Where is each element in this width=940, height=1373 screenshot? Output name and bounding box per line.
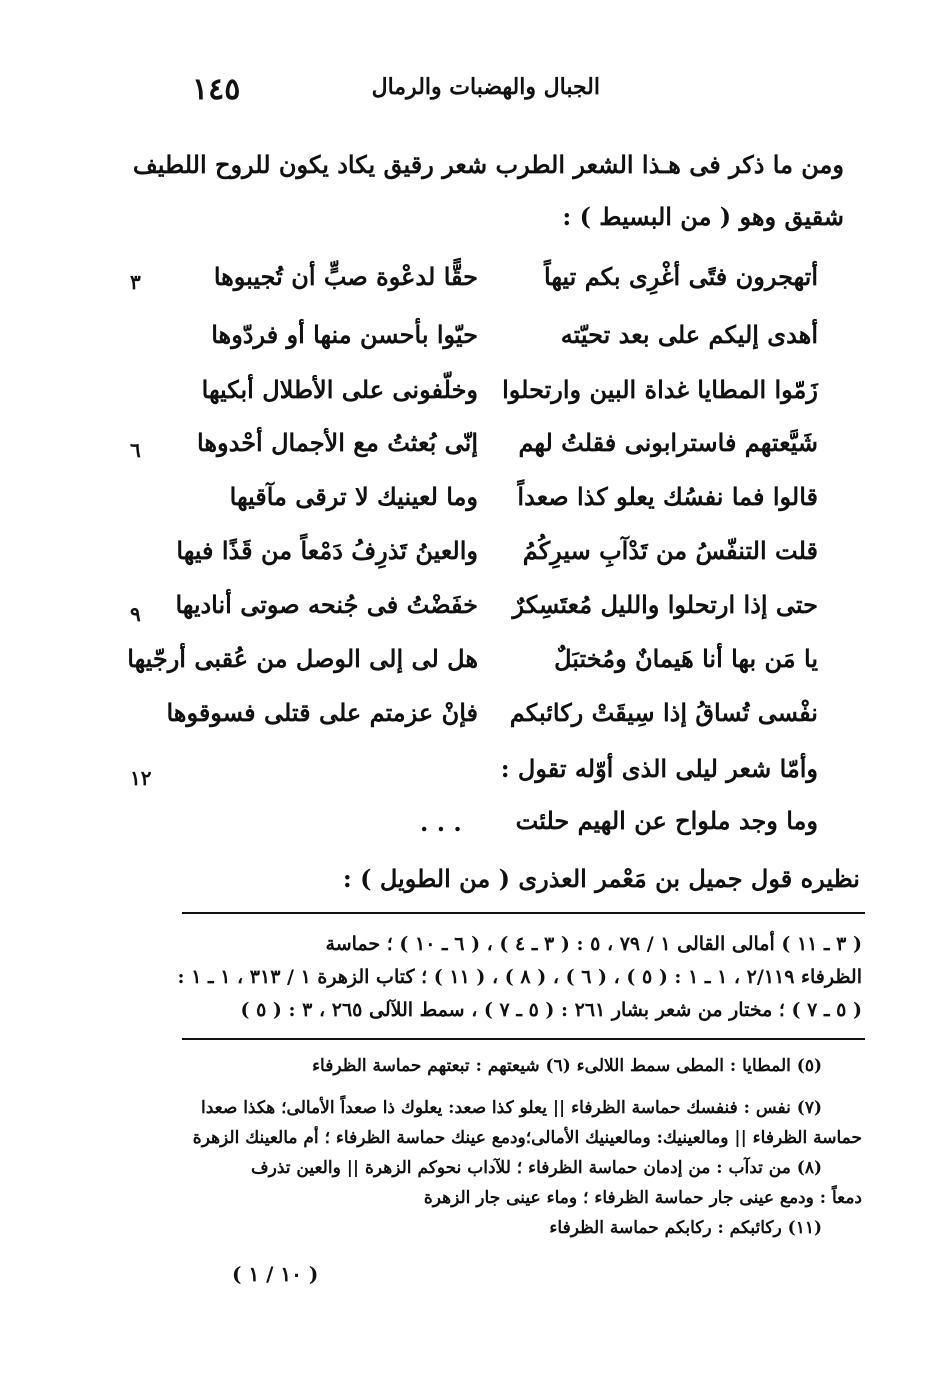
footnote: (٥) المطايا : المطى سمط اللالىء (٦) شيعتهم : تبعتهم حماسة الظرفاء [312, 1056, 822, 1076]
footnote: (٨) من تدآب : من إدمان حماسة الظرفاء ؛ للآداب نحوكم الزهرة || والعين تذرف [251, 1158, 822, 1178]
verse-second-hemistich: خفَضْتُ فى جُنحه صوتى أناديها [175, 590, 478, 619]
source-line: الظرفاء ٢/١١٩ ، ١ ـ ١ : ( ٥ ) ، ( ٦ ) ، ( ٨ ) ، ( ١١ ) ؛ كتاب الزهرة ١ / ٣١٣ ، ١ ـ ١ : [177, 966, 862, 988]
footnote: دمعاً : ودمع عينى جار حماسة الظرفاء ؛ وماء عينى جار الزهرة [423, 1188, 862, 1208]
intro-line-1: ومن ما ذكر فى هـذا الشعر الطرب شعر رقيق يكاد يكون للروح اللطيف [132, 150, 844, 179]
verse-first-hemistich: نفْسى تُساقُ إذا سِيقَتْ ركائبكم [509, 698, 818, 727]
jamil-verse-intro: نظيره قول جميل بن مَعْمر العذرى ( من الطويل ) : [342, 864, 860, 893]
footnote: (١١) ركائبكم : ركابكم حماسة الظرفاء [549, 1218, 822, 1238]
intro-line-2: شقيق وهو ( من البسيط ) : [562, 202, 844, 231]
verse-first-hemistich: قالوا فما نفسُك يعلو كذا صعداً [517, 482, 818, 511]
source-line: ( ٥ ـ ٧ ) ؛ مختار من شعر بشار ٢٦١ : ( ٥ ـ ٧ ) ، سمط اللآلى ٢٦٥ ، ٣ : ( ٥ ) [240, 999, 862, 1021]
verse-second-hemistich: وما لعينيك لا ترقى مآقيها [229, 482, 478, 511]
line-number: ٩ [130, 602, 141, 626]
verse-first-hemistich: يا مَن بها أنا هَيمانٌ ومُختبَلٌ [554, 644, 818, 673]
verse-second-hemistich: حيّوا بأحسن منها أو فردّوها [211, 320, 478, 349]
verse-first-hemistich: شَيَّعتهم فاسترابونى فقلتُ لهم [518, 428, 818, 457]
ellipsis: . . . [420, 808, 462, 837]
signature-mark: ( ١٠ / ١ ) [232, 1262, 319, 1286]
laila-verse-intro: وأمّا شعر ليلى الذى أوّله تقول : [500, 754, 818, 783]
verse-second-hemistich: فإنْ عزمتم على قتلى فسوقوها [166, 698, 478, 727]
verse-second-hemistich: إنّى بُعثتُ مع الأجمال أحْدوها [197, 428, 478, 457]
laila-verse-opening: وما وجد ملواح عن الهيم حلئت [515, 806, 818, 835]
verse-second-hemistich: والعينُ تَذرِفُ دَمْعاً من قَذًا فيها [176, 536, 478, 565]
footnote: حماسة الظرفاء || ومالعينيك: ومالعينيك الأمالى؛ودمع عينك حماسة الظرفاء ؛ أم مالعينك الزهرة [192, 1128, 862, 1148]
line-number: ٦ [130, 438, 141, 462]
source-line: ( ٣ ـ ١١ ) أمالى القالى ١ / ٧٩ ، ٥ : ( ٣ ـ ٤ ) ، ( ٦ ـ ١٠ ) ؛ حماسة [325, 933, 862, 955]
verse-first-hemistich: حتى إذا ارتحلوا والليل مُعتَسِكرٌ [512, 590, 818, 619]
verse-first-hemistich: زَمّوا المطايا غداة البين وارتحلوا [502, 375, 818, 404]
line-number: ٣ [130, 270, 141, 294]
verse-first-hemistich: أتهجرون فتًى أغْرِى بكم تيهاً [544, 262, 818, 291]
running-header-title: الجبال والهضبات والرمال [371, 74, 600, 100]
line-number: ١٢ [130, 766, 152, 790]
divider [182, 912, 865, 914]
verse-second-hemistich: هل لى إلى الوصل من عُقبى أرجّيها [127, 644, 478, 673]
footnote: (٧) نفس : فنفسك حماسة الظرفاء || يعلو كذا صعد: يعلوك ذا صعداً الأمالى؛ هكذا صعدا [201, 1098, 822, 1118]
verse-first-hemistich: أهدى إليكم على بعد تحيّته [560, 320, 818, 349]
page-number: ١٤٥ [192, 72, 241, 107]
divider [182, 1038, 865, 1040]
verse-first-hemistich: قلت التنفّسُ من تَدْآبِ سيرِكُمُ [522, 536, 818, 565]
verse-second-hemistich: حقًّا لدعْوة صبٍّ أن تُجيبوها [213, 262, 478, 291]
verse-second-hemistich: وخلّفونى على الأطلال أبكيها [201, 375, 478, 404]
